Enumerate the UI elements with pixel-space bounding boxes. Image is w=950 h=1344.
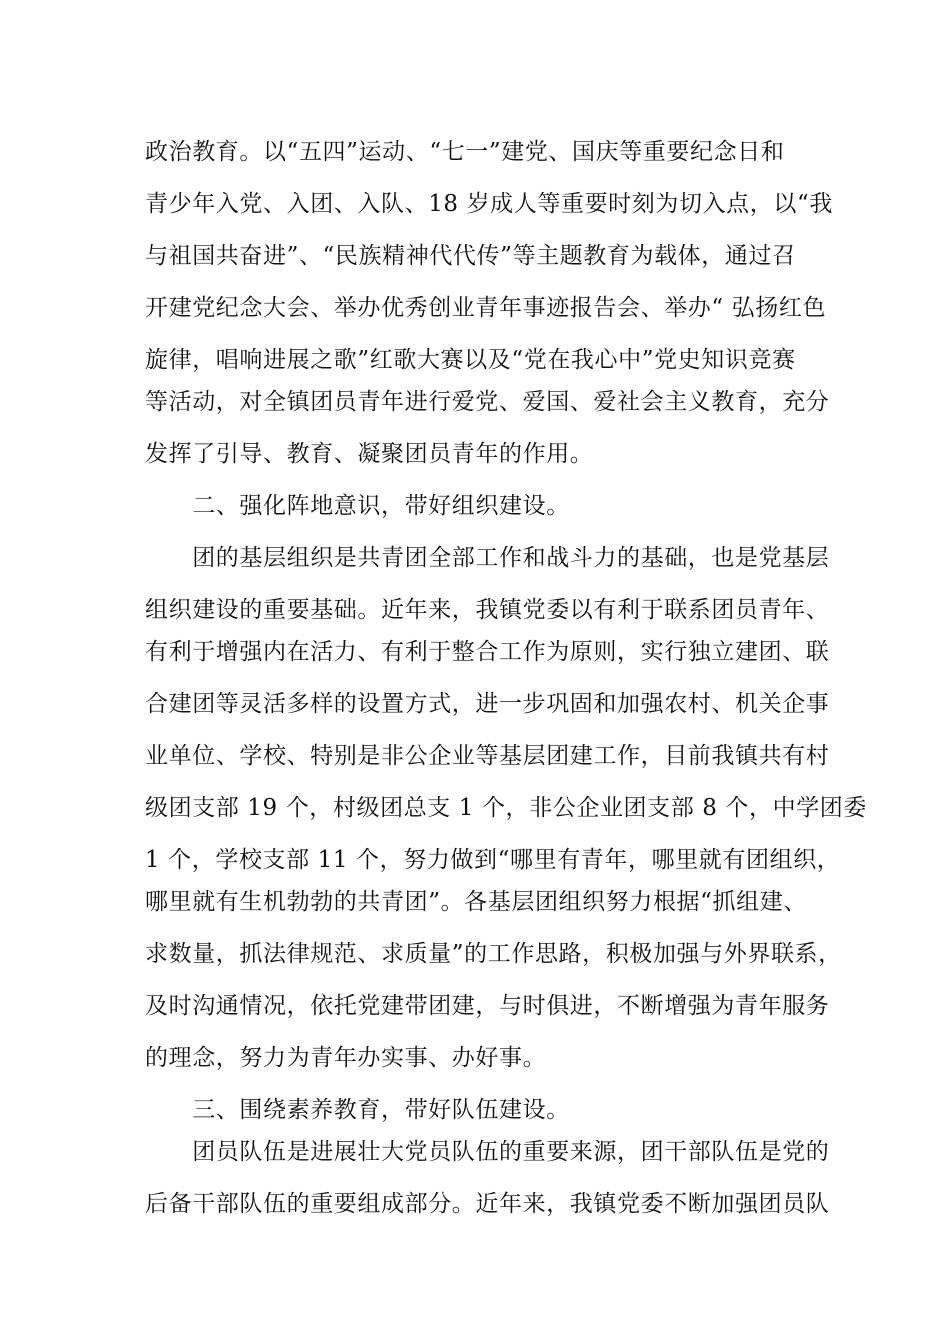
text-line: 与祖国共奋进”、“民族精神代代传”等主题教育为载体，通过召	[145, 243, 796, 269]
text-line: 等活动，对全镇团员青年进行爱党、爱国、爱社会主义教育，充分	[145, 389, 830, 415]
text-line: 哪里就有生机勃勃的共青团”。各基层团组织努力根据“抓组建、	[145, 889, 807, 915]
section-heading: 三、围绕素养教育，带好队伍建设。	[145, 1097, 570, 1123]
text-line: 团的基层组织是共青团全部工作和战斗力的基础，也是党基层	[145, 545, 830, 571]
text-line: 求数量，抓法律规范、求质量”的工作思路，积极加强与外界联系，	[145, 941, 842, 967]
text-line: 组织建设的重要基础。近年来，我镇党委以有利于联系团员青年、	[145, 597, 830, 623]
text-line: 后备干部队伍的重要组成部分。近年来，我镇党委不断加强团员队	[145, 1191, 830, 1217]
text-line: 有利于增强内在活力、有利于整合工作为原则，实行独立建团、联	[145, 639, 830, 665]
text-line: 政治教育。以“五四”运动、“七一”建党、国庆等重要纪念日和	[145, 139, 785, 165]
text-line: 级团支部 19 个，村级团总支 1 个，非公企业团支部 8 个，中学团委	[145, 795, 867, 821]
text-line: 团员队伍是进展壮大党员队伍的重要来源，团干部队伍是党的	[145, 1139, 830, 1165]
text-line: 业单位、学校、特别是非公企业等基层团建工作，目前我镇共有村	[145, 743, 830, 769]
text-line: 旋律，唱响进展之歌”红歌大赛以及“党在我心中”党史知识竞赛	[145, 347, 796, 373]
section-heading: 二、强化阵地意识，带好组织建设。	[145, 493, 570, 519]
text-line: 合建团等灵活多样的设置方式，进一步巩固和加强农村、机关企事	[145, 691, 830, 717]
text-line: 开建党纪念大会、举办优秀创业青年事迹报告会、举办“ 弘扬红色	[145, 295, 827, 321]
text-line: 的理念，努力为青年办实事、办好事。	[145, 1045, 547, 1071]
text-line: 青少年入党、入团、入队、18 岁成人等重要时刻为切入点，以“我	[145, 191, 833, 217]
text-line: 及时沟通情况，依托党建带团建，与时俱进，不断增强为青年服务	[145, 993, 830, 1019]
text-line: 发挥了引导、教育、凝聚团员青年的作用。	[145, 441, 594, 467]
text-line: 1 个，学校支部 11 个，努力做到“哪里有青年，哪里就有团组织，	[145, 847, 841, 873]
